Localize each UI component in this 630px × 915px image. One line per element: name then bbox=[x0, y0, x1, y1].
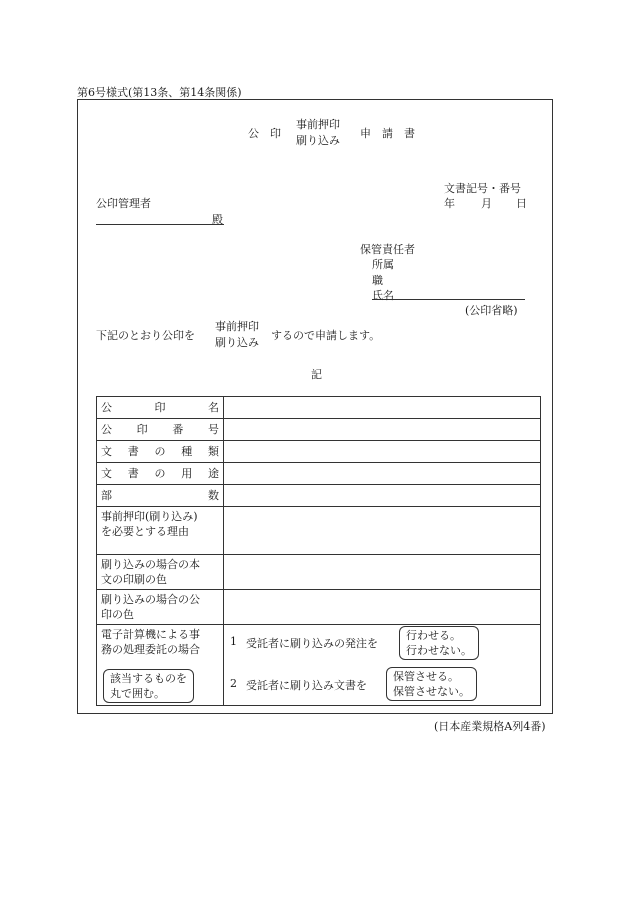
value-seal-number[interactable] bbox=[224, 419, 541, 441]
row-computer-outsourcing bbox=[97, 625, 541, 706]
label-copies: 部 数 bbox=[101, 489, 219, 502]
row-seal-name bbox=[97, 397, 541, 419]
value-doc-use[interactable] bbox=[224, 463, 541, 485]
label-seal-color: 刷り込みの場合の公 印の色 bbox=[97, 590, 224, 625]
option2-choices bbox=[386, 667, 477, 701]
value-print-color[interactable] bbox=[224, 555, 541, 590]
applicant-name-underline bbox=[372, 299, 525, 300]
value-doc-type[interactable] bbox=[224, 441, 541, 463]
ki-label: 記 bbox=[311, 368, 322, 381]
date-month: 月 bbox=[481, 197, 492, 210]
request-before: 下記のとおり公印を bbox=[96, 329, 195, 342]
row-doc-use bbox=[97, 463, 541, 485]
option1-number: 1 bbox=[230, 635, 237, 648]
form-number-header: 第6号様式(第13条、第14条関係) bbox=[77, 86, 242, 99]
doc-number-label: 文書記号・番号 bbox=[444, 182, 521, 195]
value-computer-outsourcing bbox=[224, 625, 541, 706]
label-seal-number: 公 印 番 号 bbox=[101, 423, 219, 436]
option1-choices bbox=[399, 626, 479, 660]
label-seal-name: 公 印 名 bbox=[101, 401, 219, 414]
option2-choice-no[interactable]: 保管させない。 bbox=[393, 685, 470, 698]
option1-choice-no[interactable]: 行わせない。 bbox=[406, 644, 472, 657]
label-computer-outsourcing: 電子計算機による事 務の処理委託の場合 該当するものを 丸で囲む。 bbox=[97, 625, 224, 706]
value-seal-color[interactable] bbox=[224, 590, 541, 625]
applicant-heading: 保管責任者 bbox=[360, 243, 415, 256]
circle-instruction: 該当するものを 丸で囲む。 bbox=[103, 669, 194, 703]
label-doc-use: 文 書 の 用 途 bbox=[101, 467, 219, 480]
option2-number: 2 bbox=[230, 677, 237, 690]
row-print-color bbox=[97, 555, 541, 590]
addressee-honorific: 殿 bbox=[212, 213, 223, 226]
title-options bbox=[296, 117, 340, 149]
option2-text: 受託者に刷り込み文書を bbox=[246, 679, 367, 692]
date-year: 年 bbox=[444, 197, 455, 210]
row-seal-number bbox=[97, 419, 541, 441]
label-doc-type: 文 書 の 種 類 bbox=[101, 445, 219, 458]
label-reason: 事前押印(刷り込み) を必要とする理由 bbox=[97, 507, 224, 555]
option1-text: 受託者に刷り込みの発注を bbox=[246, 637, 378, 650]
row-seal-color bbox=[97, 590, 541, 625]
seal-omitted-note: (公印省略) bbox=[465, 304, 518, 317]
row-reason bbox=[97, 507, 541, 555]
addressee-underline bbox=[96, 224, 224, 225]
row-copies bbox=[97, 485, 541, 507]
request-after: するので申請します。 bbox=[271, 329, 381, 342]
paper-size-footer: (日本産業規格A列4番) bbox=[434, 720, 546, 733]
application-table bbox=[96, 396, 541, 706]
value-seal-name[interactable] bbox=[224, 397, 541, 419]
row-doc-type bbox=[97, 441, 541, 463]
value-copies[interactable] bbox=[224, 485, 541, 507]
option1-choice-yes[interactable]: 行わせる。 bbox=[406, 629, 461, 642]
request-options bbox=[215, 319, 259, 351]
date-day: 日 bbox=[516, 197, 527, 210]
value-reason[interactable] bbox=[224, 507, 541, 555]
request-option-pre-stamp: 事前押印 bbox=[215, 320, 259, 333]
title-option-printing: 刷り込み bbox=[296, 134, 340, 147]
label-print-color: 刷り込みの場合の本 文の印刷の色 bbox=[97, 555, 224, 590]
request-option-printing: 刷り込み bbox=[215, 336, 259, 349]
title-part3: 申 請 書 bbox=[360, 127, 415, 140]
title-option-pre-stamp: 事前押印 bbox=[296, 118, 340, 131]
option2-choice-yes[interactable]: 保管させる。 bbox=[393, 670, 459, 683]
addressee-role: 公印管理者 bbox=[96, 197, 151, 210]
applicant-position: 職 bbox=[372, 274, 383, 287]
applicant-dept: 所属 bbox=[372, 258, 394, 271]
applicant-name: 氏名 bbox=[372, 289, 394, 302]
title-part1: 公 印 bbox=[248, 127, 281, 140]
